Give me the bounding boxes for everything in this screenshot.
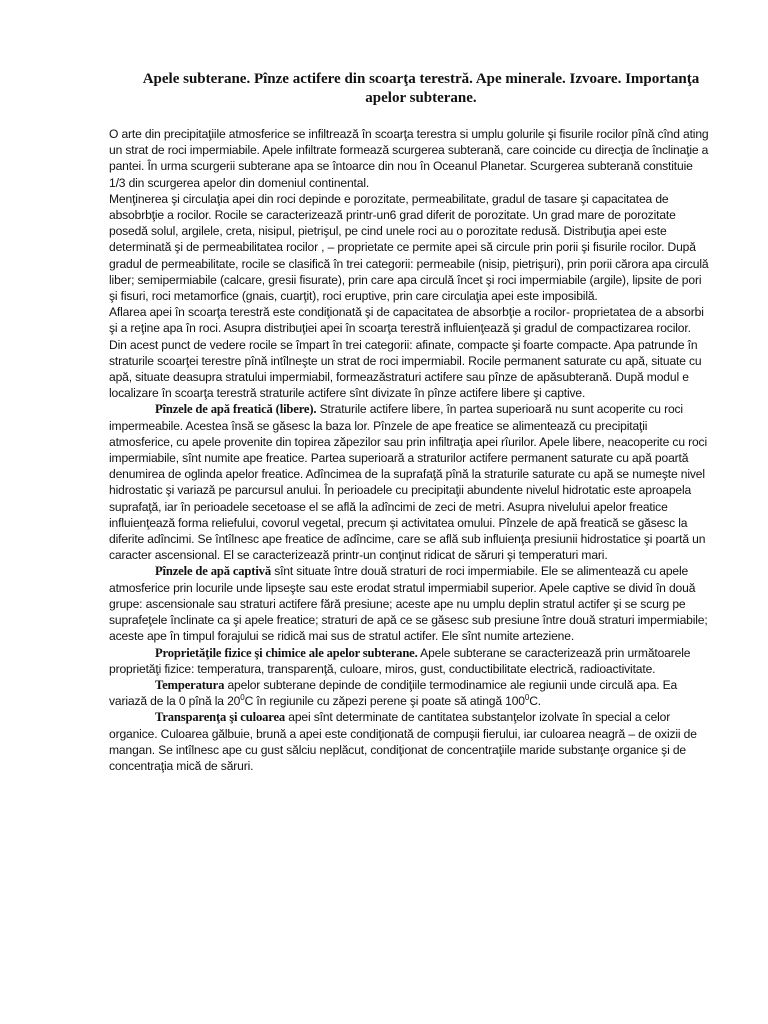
text-phreatic-water: Straturile actifere libere, în partea superioară nu sunt acoperite cu roci impermeabile. Acestea însă se găsesc la baza lor. Pînzele de ape freatice se alimentează cu precipitaţii atmosferice, cu apele provenite din topirea zăpezilor sau prin infiltraţia apei rîurilor. Apele libere, neacoperite cu roci impermiabile, sînt numite ape freatice. Partea superioară a straturilor actifere permanent saturate cu apă poartă denumirea de oglinda apelor freatice. Adîncimea de la suprafaţă pînă la straturile saturate cu apă se numeşte nivel hidrostatic şi variază pe parcursul anului. În perioadele cu precipitaţii abundente nivelul hidrotatic este aproapela suprafaţă, iar în perioadele secetoase el se află la adîncimi de zeci de metri. Asupra nivelului apelor freatice influienţează forma reliefului, covorul vegetal, precum şi activitatea omului. Pînzele de apă freatică se găsesc la diferite adîncimi. Se întîlnesc ape freatice de adîncime, care se află sub influienţa presiunii hidrostatice şi poartă un caracter ascensional. El se caracterizează printr-un conţinut ridicat de săruri şi temperaturi mari.	[109, 402, 707, 563]
text-temperature-c: C.	[529, 694, 541, 709]
text-temperature-b: C în regiunile cu zăpezi perene şi poate să atingă 100	[244, 694, 525, 709]
paragraph-infiltration: O arte din precipitaţiile atmosferice se infiltrează în scoarţa terestra si umplu golurile şi fisurile rocilor pînă cînd ating un strat de roci impermiabile. Apele infiltrate formează scurgerea subterană, care coincide cu direcţia de înclinaţie a pantei. În urma scurgerii subterane apa se întoarce din nou în Oceanul Planetar. Scurgerea subterană constituie 1/3 din scurgerea apelor din domeniul continental.	[109, 127, 709, 190]
paragraph-properties	[109, 645, 709, 677]
paragraph-temperature	[109, 677, 709, 709]
heading-temperature: Temperatura	[155, 677, 225, 692]
document-page	[109, 0, 709, 774]
paragraph-absorption: Aflarea apei în scoarţa terestră este condiţionată şi de capacitatea de absorbţie a rocilor- proprietatea de a absorbi şi a reţine apa în roci. Asupra distribuţiei apei în scoarţa terestră influienţează şi gradul de compactizarea rocilor. Din acest punct de vedere rocile se împart în trei categorii: afinate, compacte şi foarte compacte. Apa patrunde în straturile scoarţei terestre pînă intîlneşte un strat de roci impermiabil. Rocile permanent saturate cu apă, situate cu apă, situate deasupra stratului impermiabil, formeazăstraturi actifere sau pînze de apăsubterană. După modul e localizare în scoarţa terestră straturile actifere sînt divizate în pînze actifere libere şi captive.	[109, 305, 704, 401]
paragraph-porosity: Menţinerea şi circulaţia apei din roci depinde e porozitate, permeabilitate, gradul de tasare şi capacitatea de absobrbţie a rocilor. Rocile se caracterizează printr-un6 grad diferit de porozitate. Un grad mare de porozitate posedă solul, argilele, creta, nisipul, pietrişul, pe cind unele roci au o porozitate redusă. Distribuţia apei este determinată şi de permeabilitatea rocilor , – proprietate ce permite apei să circule prin porii şi fisurile rocilor. După gradul de permeabilitate, rocile se clasifică în trei categorii: permeabile (nisip, pietrişuri), prin porii cărora apa circulă liber; semipermiabile (calcare, gresii fisurate), prin care apa circulă încet şi roci impermiabile (argile), lipsite de pori şi fisuri, roci metamorfice (gnais, cuarţit), roci eruptive, prin care circulaţia apei este imposibilă.	[109, 191, 709, 304]
text-captive-water: sînt situate între două straturi de roci impermiabile. Ele se alimentează cu apele atmosferice prin locurile unde lipseşte sau este erodat stratul impermiabil superior. Apele captive se divid în două grupe: ascensionale sau straturi actifere fără presiune; aceste ape nu umplu deplin stratul actifer şi se scurg pe suprafeţele înclinate ca şi apele freatice; straturi de apă ce se găsesc sub presiune între două straturi impermiabile; aceste ape în timpul forajului se ridică mai sus de stratul actifer. Ele sînt numite arteziene.	[109, 564, 708, 644]
heading-properties: Proprietăţile fizice şi chimice ale apelor subterane.	[155, 645, 418, 660]
paragraph-transparency	[109, 709, 709, 774]
paragraph-phreatic-water	[109, 401, 709, 563]
heading-captive-water: Pînzele de apă captivă	[155, 564, 271, 579]
superscript-degree-2: 0	[524, 693, 530, 703]
text-transparency: apei sînt determinate de cantitatea substanţelor izolvate în special a celor organice. Culoarea gălbuie, brună a apei este condiţionată de compuşii fierului, iar culoarea neagră – de oxizii de mangan. Se intîlnesc ape cu gust sălciu neplăcut, condiţionat de concentraţiile maride substanţe organice şi de concentraţia mică de săruri.	[109, 710, 697, 773]
text-properties: Apele subterane se caracterizează prin următoarele proprietăţi fizice: temperatura, transparenţă, culoare, miros, gust, conductibilitate electrică, radioactivitate.	[109, 645, 691, 676]
document-body	[109, 126, 709, 774]
heading-phreatic-water: Pînzele de apă freatică (libere).	[155, 402, 317, 417]
document-title: Apele subterane. Pînze actifere din scoarţa terestră. Ape minerale. Izvoare. Importanţa apelor subterane.	[142, 71, 700, 106]
text-temperature-a: apelor subterane depinde de condiţiile termodinamice ale regiunii unde circulă apa. Ea variază de la 0 pînă la 20	[109, 677, 678, 709]
heading-transparency: Transparenţa şi culoarea	[155, 710, 286, 725]
paragraph-captive-water	[109, 563, 709, 644]
superscript-degree-1: 0	[240, 693, 245, 703]
